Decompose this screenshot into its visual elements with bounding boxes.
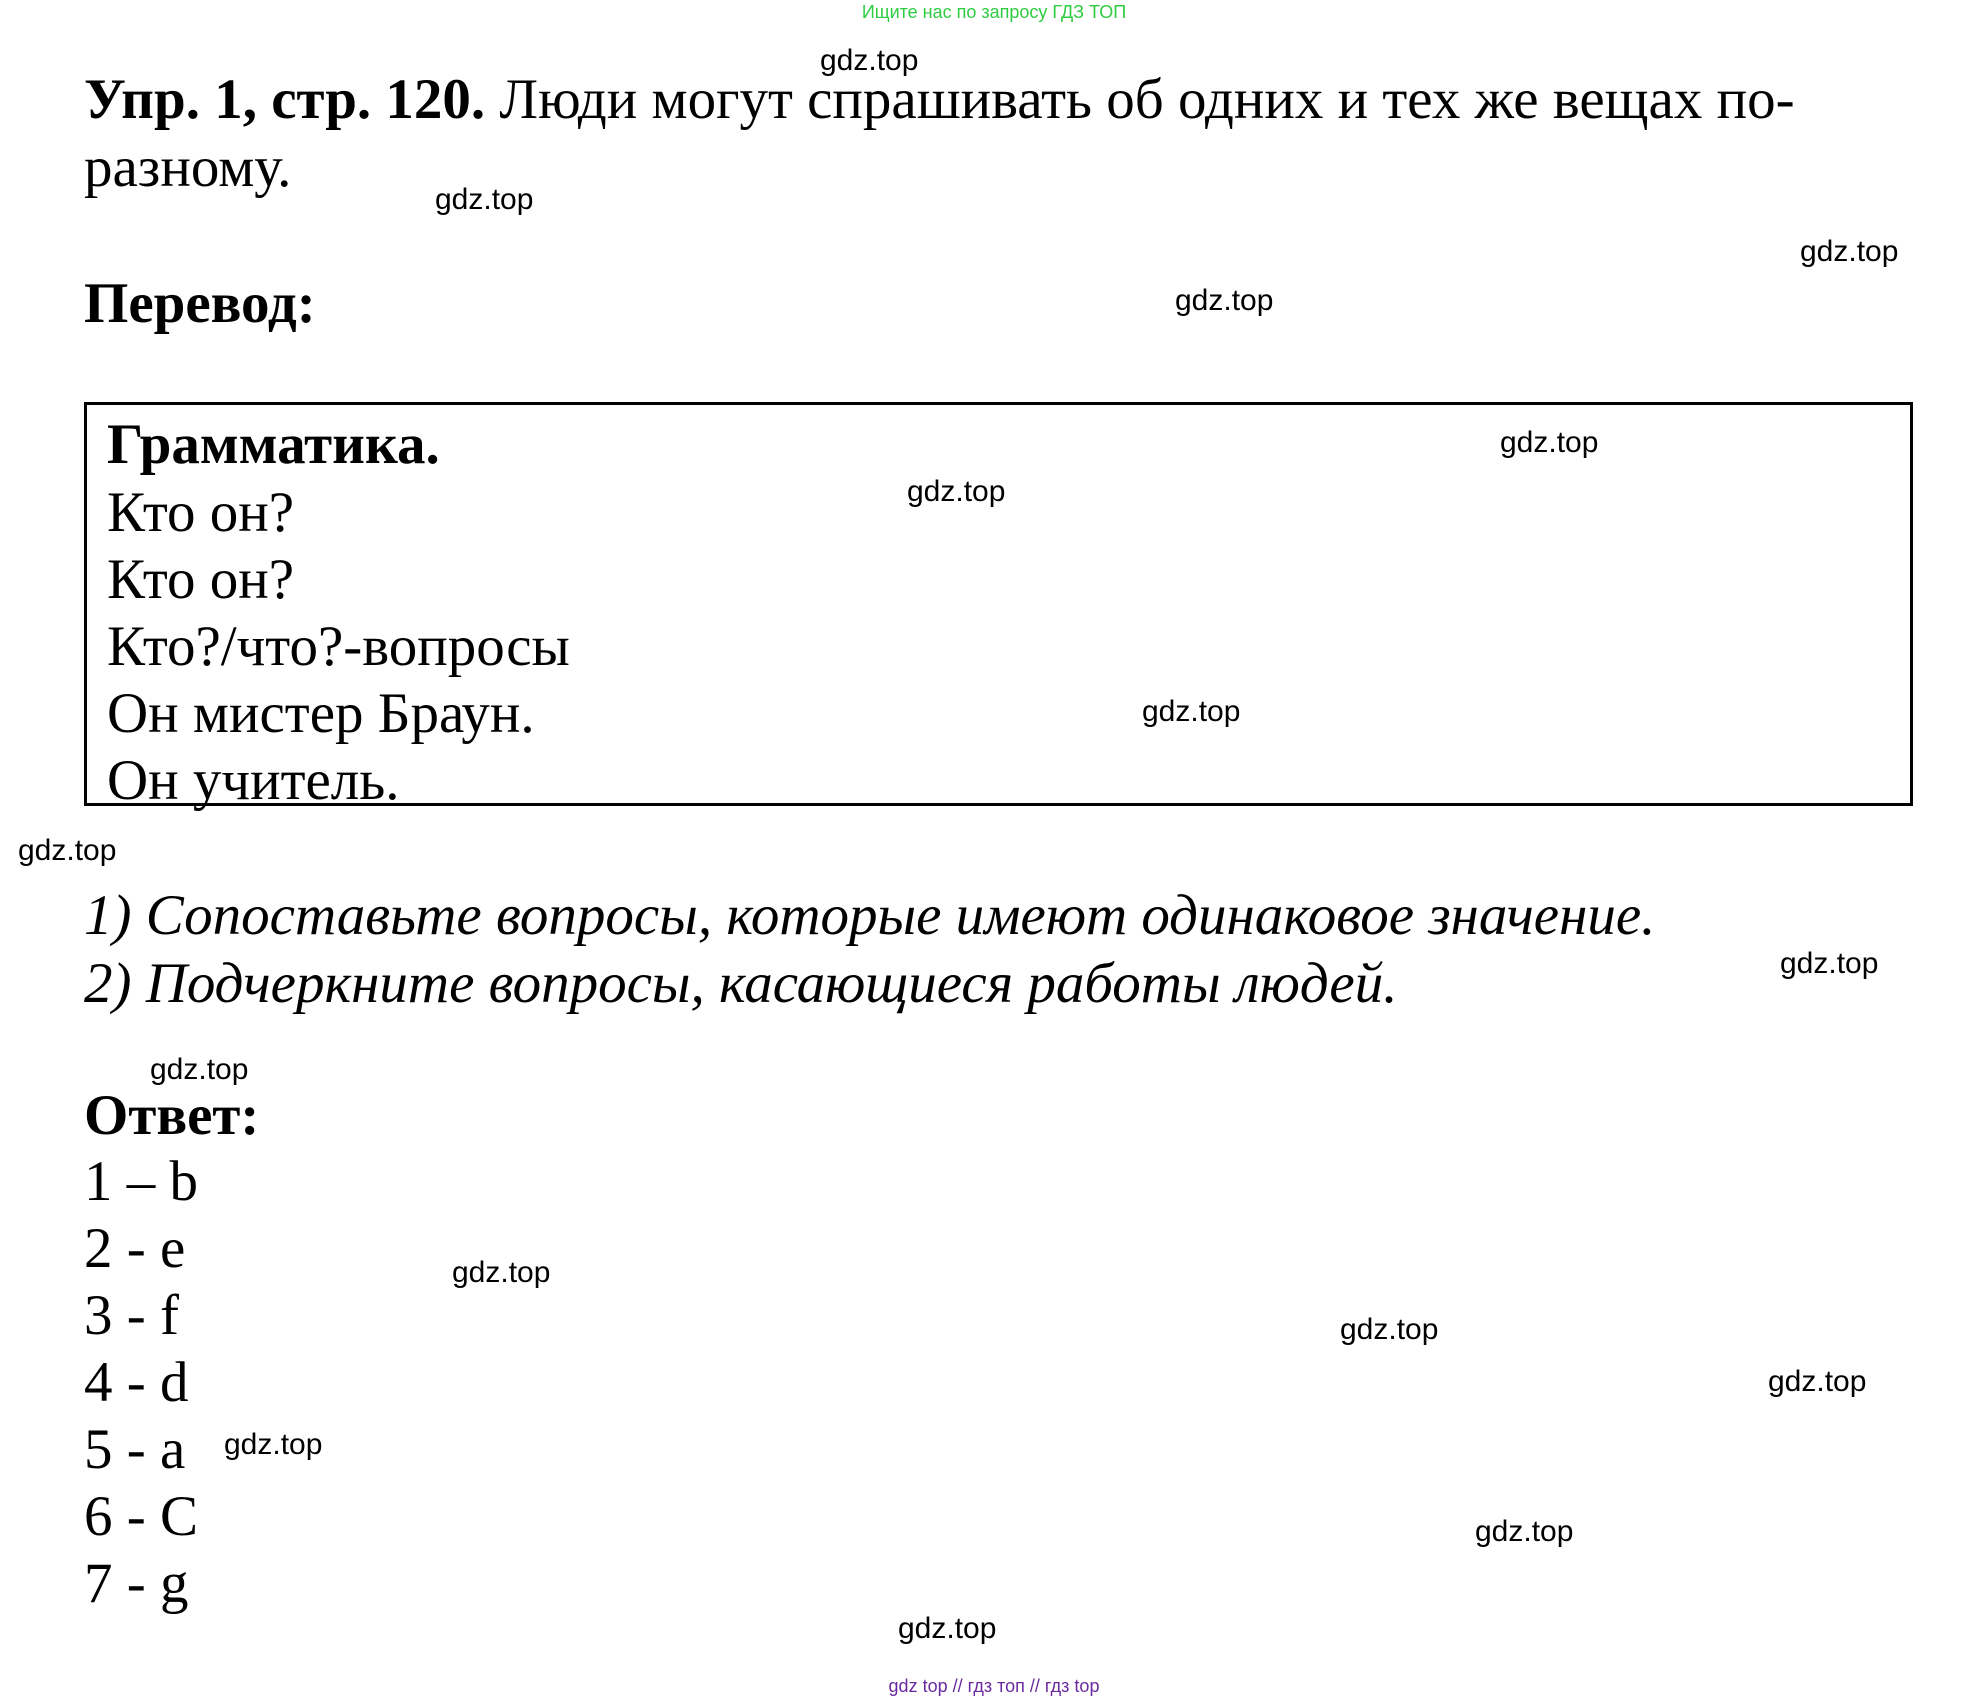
- exercise-text: Люди могут спрашивать об одних и тех же вещах по-разному.: [84, 68, 1795, 199]
- grammar-box: [84, 402, 1913, 812]
- grammar-line: Кто?/что?-вопросы: [107, 615, 570, 678]
- answer-item: 6 - C: [84, 1485, 198, 1548]
- answer-item: 7 - g: [84, 1552, 189, 1615]
- grammar-title: Грамматика.: [107, 413, 440, 476]
- answer-item: 4 - d: [84, 1351, 189, 1414]
- task-item: 1) Сопоставьте вопросы, которые имеют одинаковое значение.: [84, 884, 1656, 947]
- answer-item: 2 - e: [84, 1217, 186, 1280]
- answer-item: 3 - f: [84, 1284, 179, 1347]
- watermark: gdz.top: [1475, 1515, 1574, 1548]
- watermark: gdz.top: [1500, 426, 1599, 459]
- watermark: gdz.top: [907, 475, 1006, 508]
- watermark: gdz.top: [18, 834, 117, 867]
- watermark: gdz.top: [435, 183, 534, 216]
- grammar-line: Кто он?: [107, 548, 295, 611]
- answer-list: [84, 1148, 198, 1617]
- grammar-line: Он учитель.: [107, 749, 400, 812]
- watermark: gdz.top: [1142, 695, 1241, 728]
- watermark: gdz.top: [224, 1428, 323, 1461]
- watermark: gdz.top: [1800, 235, 1899, 268]
- watermark: gdz.top: [1175, 284, 1274, 317]
- footer-banner[interactable]: gdz top // гдз топ // гдз top: [888, 1676, 1100, 1696]
- watermark: gdz.top: [150, 1053, 249, 1086]
- watermark: gdz.top: [1340, 1313, 1439, 1346]
- exercise-ref: Упр. 1, стр. 120.: [84, 68, 486, 131]
- grammar-line: Он мистер Браун.: [107, 682, 535, 745]
- watermark: gdz.top: [1780, 947, 1879, 980]
- watermark: gdz.top: [452, 1256, 551, 1289]
- task-list: [84, 882, 1655, 1018]
- exercise-title: [84, 66, 1904, 202]
- translation-heading: Перевод:: [84, 272, 316, 335]
- task-item: 2) Подчеркните вопросы, касающиеся работы людей.: [84, 952, 1398, 1015]
- answer-heading: Ответ:: [84, 1084, 260, 1147]
- watermark: gdz.top: [1768, 1365, 1867, 1398]
- watermark: gdz.top: [820, 44, 919, 77]
- grammar-line: Кто он?: [107, 481, 295, 544]
- top-banner[interactable]: Ищите нас по запросу ГДЗ ТОП: [861, 2, 1127, 22]
- watermark: gdz.top: [898, 1612, 997, 1645]
- answer-item: 1 – b: [84, 1150, 198, 1213]
- answer-item: 5 - a: [84, 1418, 186, 1481]
